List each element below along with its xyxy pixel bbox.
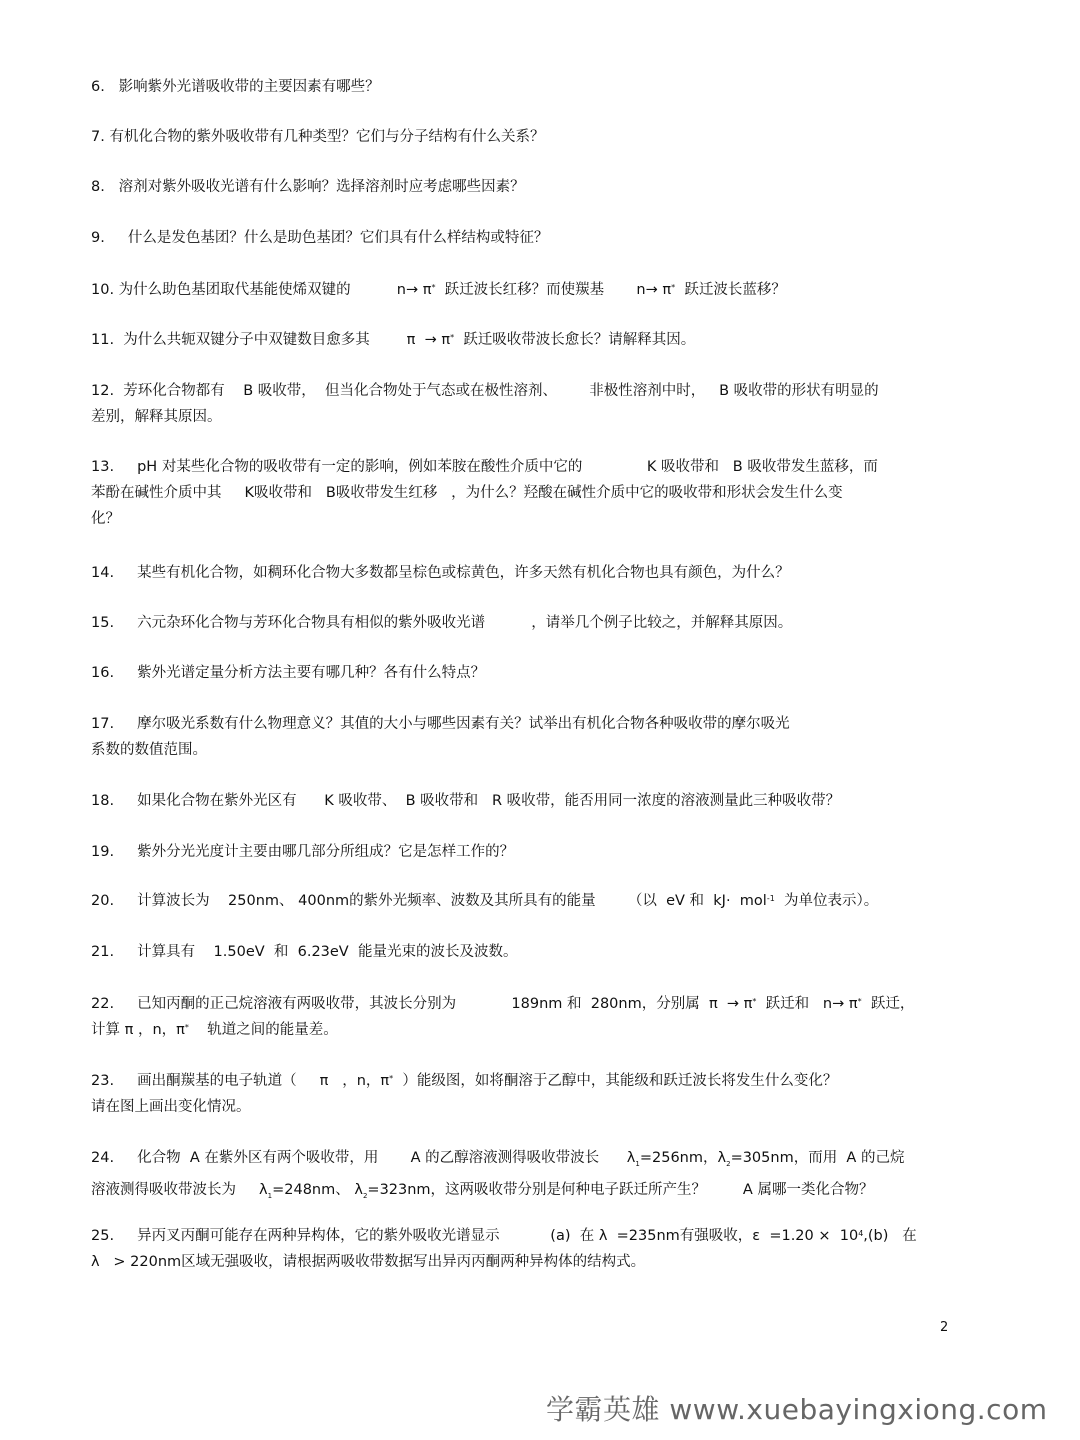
question-6: 6. 影响紫外光谱吸收带的主要因素有哪些？ (91, 79, 380, 95)
question-15: 15. 六元杂环化合物与芳环化合物具有相似的紫外吸收光谱 ，请举几个例子比较之，并解释其原因。 (91, 615, 793, 631)
question-18: 18. 如果化合物在紫外光区有 K 吸收带、 B 吸收带和 R 吸收带，能否用同一浓度的溶液测量此三种吸收带？ (91, 793, 841, 809)
question-14: 14. 某些有机化合物，如稠环化合物大多数都呈棕色或棕黄色，许多天然有机化合物也具有颜色，为什么？ (91, 565, 790, 581)
question-9: 9. 什么是发色基团？什么是助色基团？它们具有什么样结构或特征？ (91, 230, 549, 246)
question-16: 16. 紫外光谱定量分析方法主要有哪几种？各有什么特点？ (91, 665, 486, 681)
watermark: 学霸英雄 www.xuebayingxiong.com (546, 1393, 1048, 1426)
question-13: 13. pH 对某些化合物的吸收带有一定的影响，例如苯胺在酸性介质中它的 K 吸收带和 B 吸收带发生蓝移，而 苯酚在碱性介质中其 K吸收带和 B吸收带发生红移 ，为什么？羟酸在碱性介质中它的吸收带和形状会发生什么变 化？ (91, 459, 878, 527)
question-23: 23. 画出酮羰基的电子轨道（ π ，n，π* ）能级图，如将酮溶于乙醇中，其能级和跃迁波长将发生什么变化？ 请在图上画出变化情况。 (91, 1073, 838, 1115)
question-10: 10. 为什么助色基团取代基能使烯双键的 n→ π* 跃迁波长红移？而使羰基 n→ π* 跃迁波长蓝移？ (91, 282, 786, 298)
question-22: 22. 已知丙酮的正己烷溶液有两吸收带，其波长分别为 189nm 和 280nm，分别属 π → π* 跃迁和 n→ π* 跃迁， 计算 π ，n，π* 轨道之间的能量差。 (91, 996, 915, 1038)
question-17: 17. 摩尔吸光系数有什么物理意义？其值的大小与哪些因素有关？试举出有机化合物各种吸收带的摩尔吸光 系数的数值范围。 (91, 716, 790, 758)
question-25: 25. 异丙叉丙酮可能存在两种异构体，它的紫外吸收光谱显示 (a) 在 λ =235nm有强吸收，$\varepsilon =1.20 \times 10^4,(b)$ 在 λ > 220nm区域无强吸收，请根据两吸收带数据写出异丙丙酮两种异构体的结构式。 (91, 1228, 917, 1270)
question-11: 11. 为什么共轭双键分子中双键数目愈多其 π → π* 跃迁吸收带波长愈长？请解释其因。 (91, 332, 696, 348)
question-24: 24. 化合物 A 在紫外区有两个吸收带，用 A 的乙醇溶液测得吸收带波长 $\lambda_1=256nm$，$\lambda_2=305nm$，而用 A 的己烷 溶液测得吸收带波长为 $\lambda_1=248nm$、 $\lambda_2=323nm$，这两吸收带分别是何种电子跃迁所产生？ A 属哪一类化合物？ (91, 1150, 905, 1200)
question-19: 19. 紫外分光光度计主要由哪几部分所组成？它是怎样工作的？ (91, 844, 515, 860)
question-8: 8. 溶剂对紫外吸收光谱有什么影响？选择溶剂时应考虑哪些因素？ (91, 179, 525, 195)
page-number: 2 (940, 1320, 949, 1335)
question-21: 21. 计算具有 1.50eV 和 6.23eV 能量光束的波长及波数。 (91, 944, 518, 960)
question-20: 20. 计算波长为 250nm、 400nm的紫外光频率、波数及其所具有的能量 （以 eV 和 kJ· mol$^{-1}$ 为单位表示）。 (91, 893, 879, 909)
question-7: 7. 有机化合物的紫外吸收带有几种类型？它们与分子结构有什么关系？ (91, 129, 545, 145)
question-12: 12. 芳环化合物都有 B 吸收带， 但当化合物处于气态或在极性溶剂、 非极性溶剂中时， B 吸收带的形状有明显的 差别，解释其原因。 (91, 383, 879, 425)
